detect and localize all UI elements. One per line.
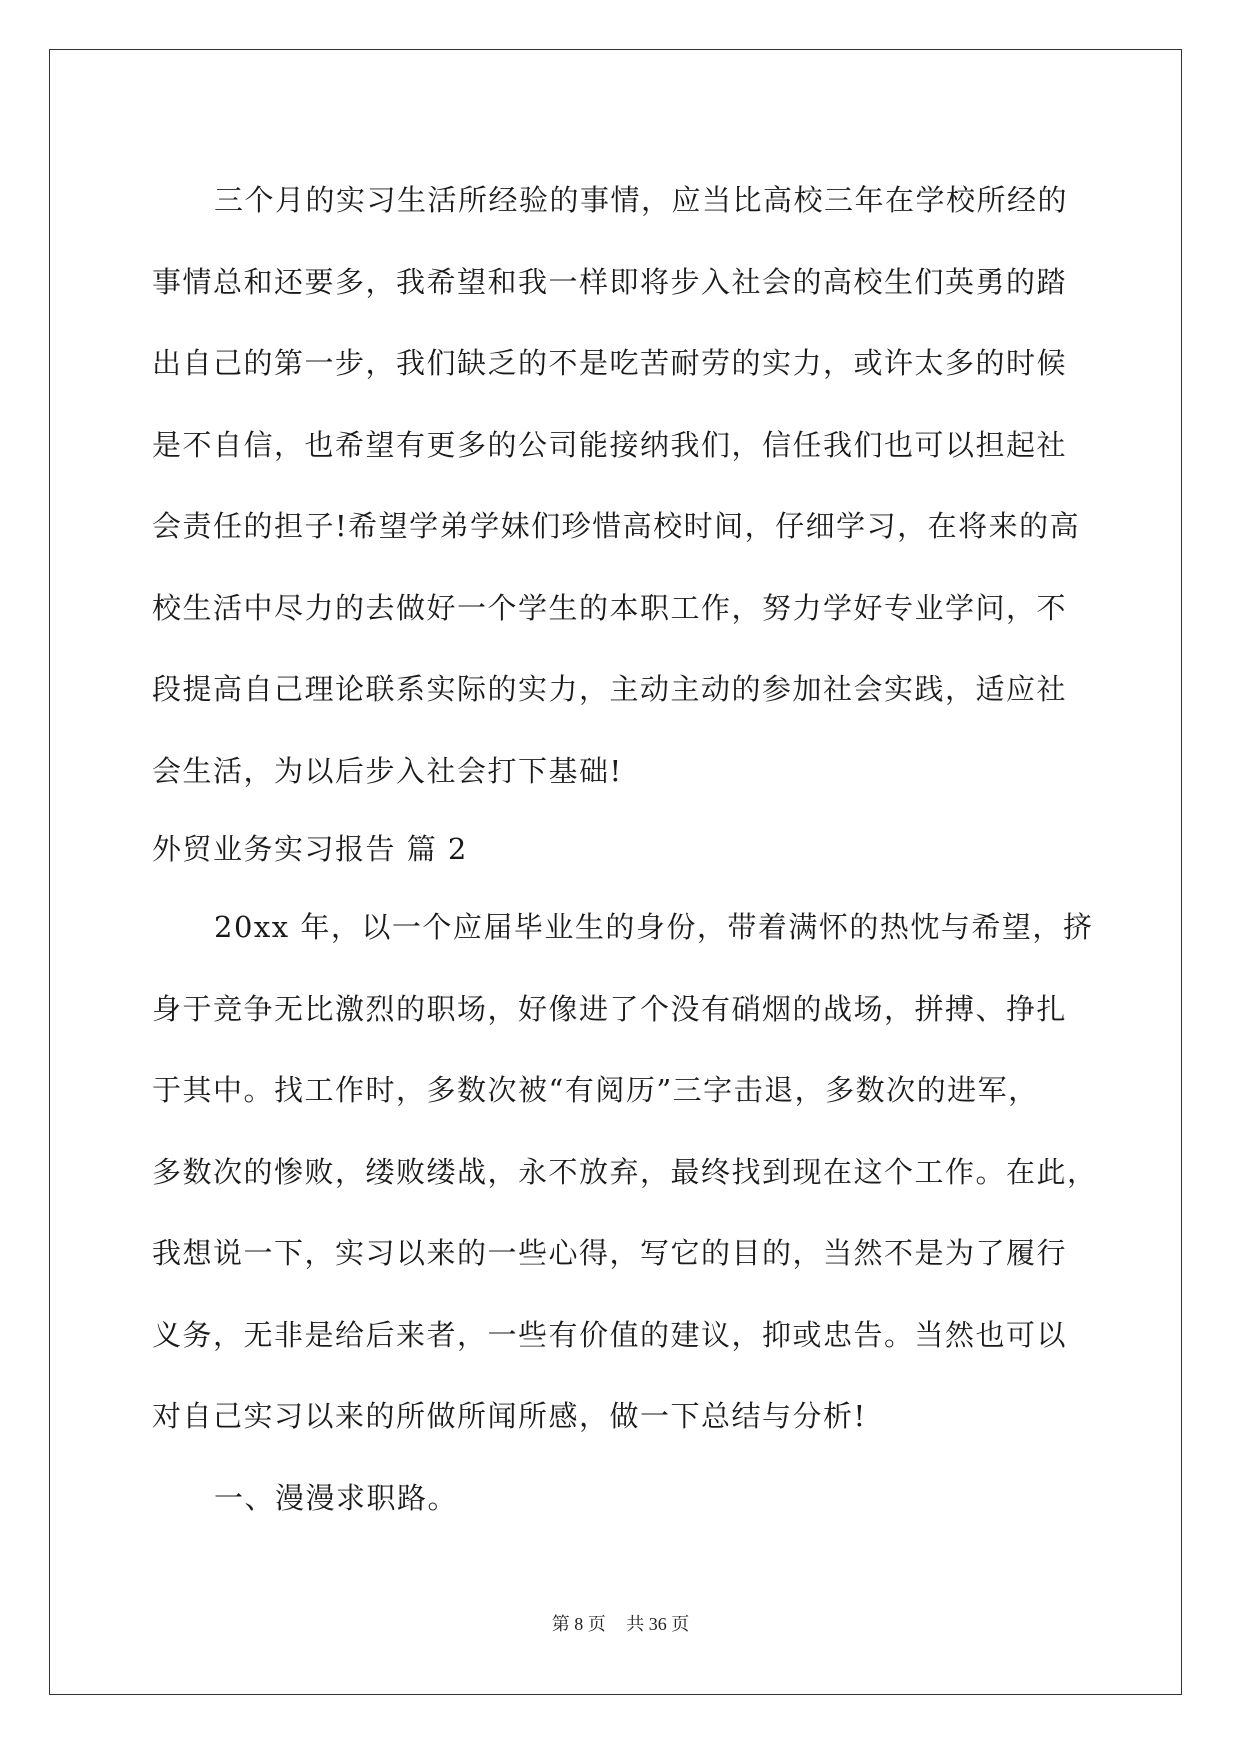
paragraph-line: 身于竞争无比激烈的职场，好像进了个没有硝烟的战场，拼搏、挣扎 [152,991,1068,1026]
paragraph-2 [152,887,1098,1458]
page-footer [0,1610,1241,1636]
paragraph-line: 出自己的第一步，我们缺乏的不是吃苦耐劳的实力，或许太多的时候 [152,346,1068,380]
document-body [152,160,1098,1539]
paragraph-line: 20xx 年，以一个应届毕业生的身份，带着满怀的热忱与希望，挤 [214,910,1094,944]
paragraph-line: 多数次的惨败，缕败缕战，永不放弃，最终找到现在这个工作。在此， [152,1154,1098,1189]
paragraph-line: 三个月的实习生活所经验的事情，应当比高校三年在学校所经的 [214,183,1069,217]
paragraph-1 [152,160,1088,812]
paragraph-line: 我想说一下，实习以来的一些心得，写它的目的，当然不是为了履行 [152,1236,1068,1270]
section-title: 外贸业务实习报告 篇 2 [152,832,468,866]
paragraph-line: 对自己实习以来的所做所闻所感，做一下总结与分析! [152,1399,867,1433]
page-number: 第 8 页 [551,1614,606,1634]
paragraph-line: 是不自信，也希望有更多的公司能接纳我们，信任我们也可以担起社 [152,427,1068,462]
paragraph-line: 于其中。找工作时，多数次被“有阅历”三字击退，多数次的进军， [152,1073,1039,1107]
subheading: 一、漫漫求职路。 [214,1480,459,1515]
paragraph-line: 会生活，为以后步入社会打下基础! [152,753,623,788]
paragraph-line: 义务，无非是给后来者，一些有价值的建议，抑或忠告。当然也可以 [152,1317,1068,1352]
paragraph-line: 校生活中尽力的去做好一个学生的本职工作，努力学好专业学问，不 [152,590,1068,625]
page-total: 共 36 页 [626,1614,690,1634]
paragraph-line: 会责任的担子!希望学弟学妹们珍惜高校时间，仔细学习，在将来的高 [152,509,1081,543]
paragraph-line: 事情总和还要多，我希望和我一样即将步入社会的高校生们英勇的踏 [152,264,1068,299]
paragraph-line: 段提高自己理论联系实际的实力，主动主动的参加社会实践，适应社 [152,672,1068,706]
